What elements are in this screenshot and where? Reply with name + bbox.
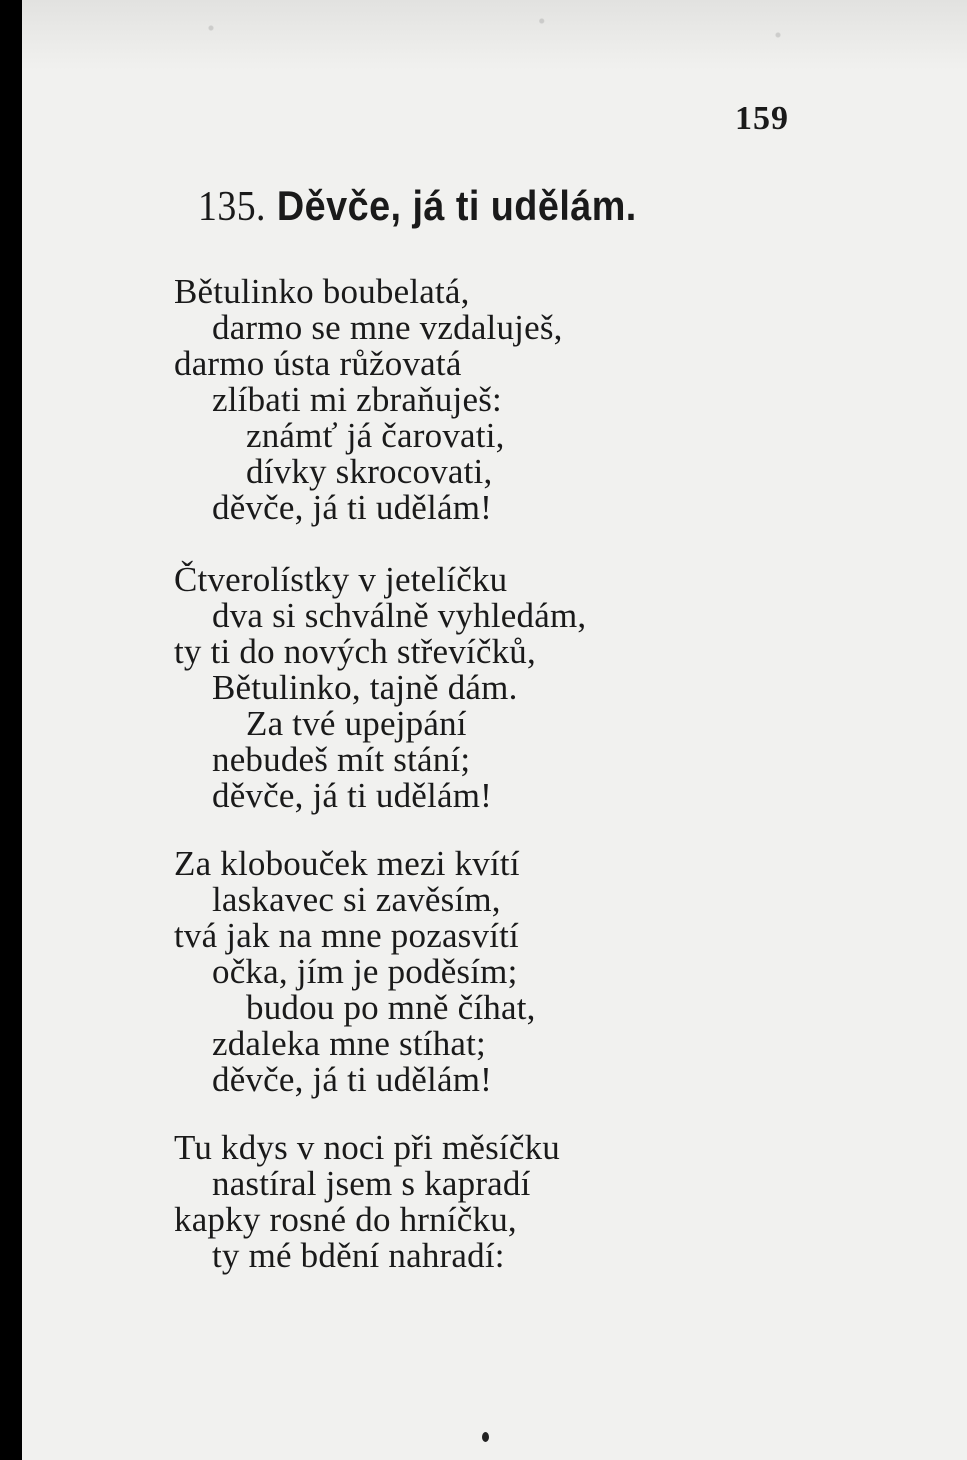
scan-left-edge [0, 0, 22, 1460]
stanza-4 [174, 1130, 560, 1274]
poem-title [198, 182, 637, 231]
verse-line: dívky skrocovati, [246, 452, 493, 491]
verse-line: ty mé bdění nahradí: [212, 1236, 505, 1275]
book-page [22, 0, 967, 1460]
verse-line: děvče, já ti udělám! [212, 776, 492, 815]
poem-title-text: Děvče, já ti udělám. [276, 182, 637, 229]
verse-line: darmo se mne vzdaluješ, [212, 308, 563, 347]
verse-line: ty ti do nových střevíčků, [174, 632, 536, 671]
verse-line: zlíbati mi zbraňuješ: [212, 380, 502, 419]
verse-line: darmo ústa růžovatá [174, 344, 462, 383]
ink-speck [482, 1432, 489, 1442]
scan-top-noise [22, 0, 967, 70]
stanza-2 [174, 562, 586, 814]
verse-line: tvá jak na mne pozasvítí [174, 916, 519, 955]
verse-line: známť já čarovati, [246, 416, 505, 455]
verse-line: děvče, já ti udělám! [212, 488, 492, 527]
verse-line: Za klobouček mezi kvítí [174, 844, 520, 883]
verse-line: zdaleka mne stíhat; [212, 1024, 486, 1063]
verse-line: Tu kdys v noci při měsíčku [174, 1128, 560, 1167]
verse-line: Čtverolístky v jetelíčku [174, 560, 508, 599]
verse-line: Bětulinko, tajně dám. [212, 668, 518, 707]
verse-line: Bětulinko boubelatá, [174, 272, 470, 311]
verse-line: budou po mně číhat, [246, 988, 536, 1027]
stanza-3 [174, 846, 536, 1098]
verse-line: laskavec si zavěsím, [212, 880, 501, 919]
verse-line: nebudeš mít stání; [212, 740, 471, 779]
verse-line: očka, jím je poděsím; [212, 952, 518, 991]
verse-line: Za tvé upejpání [246, 704, 467, 743]
page-number: 159 [735, 100, 789, 137]
stanza-1 [174, 274, 563, 526]
verse-line: dva si schválně vyhledám, [212, 596, 587, 635]
verse-line: nastíral jsem s kapradí [212, 1164, 531, 1203]
poem-number: 135. [198, 184, 266, 230]
verse-line: děvče, já ti udělám! [212, 1060, 492, 1099]
verse-line: kapky rosné do hrníčku, [174, 1200, 517, 1239]
